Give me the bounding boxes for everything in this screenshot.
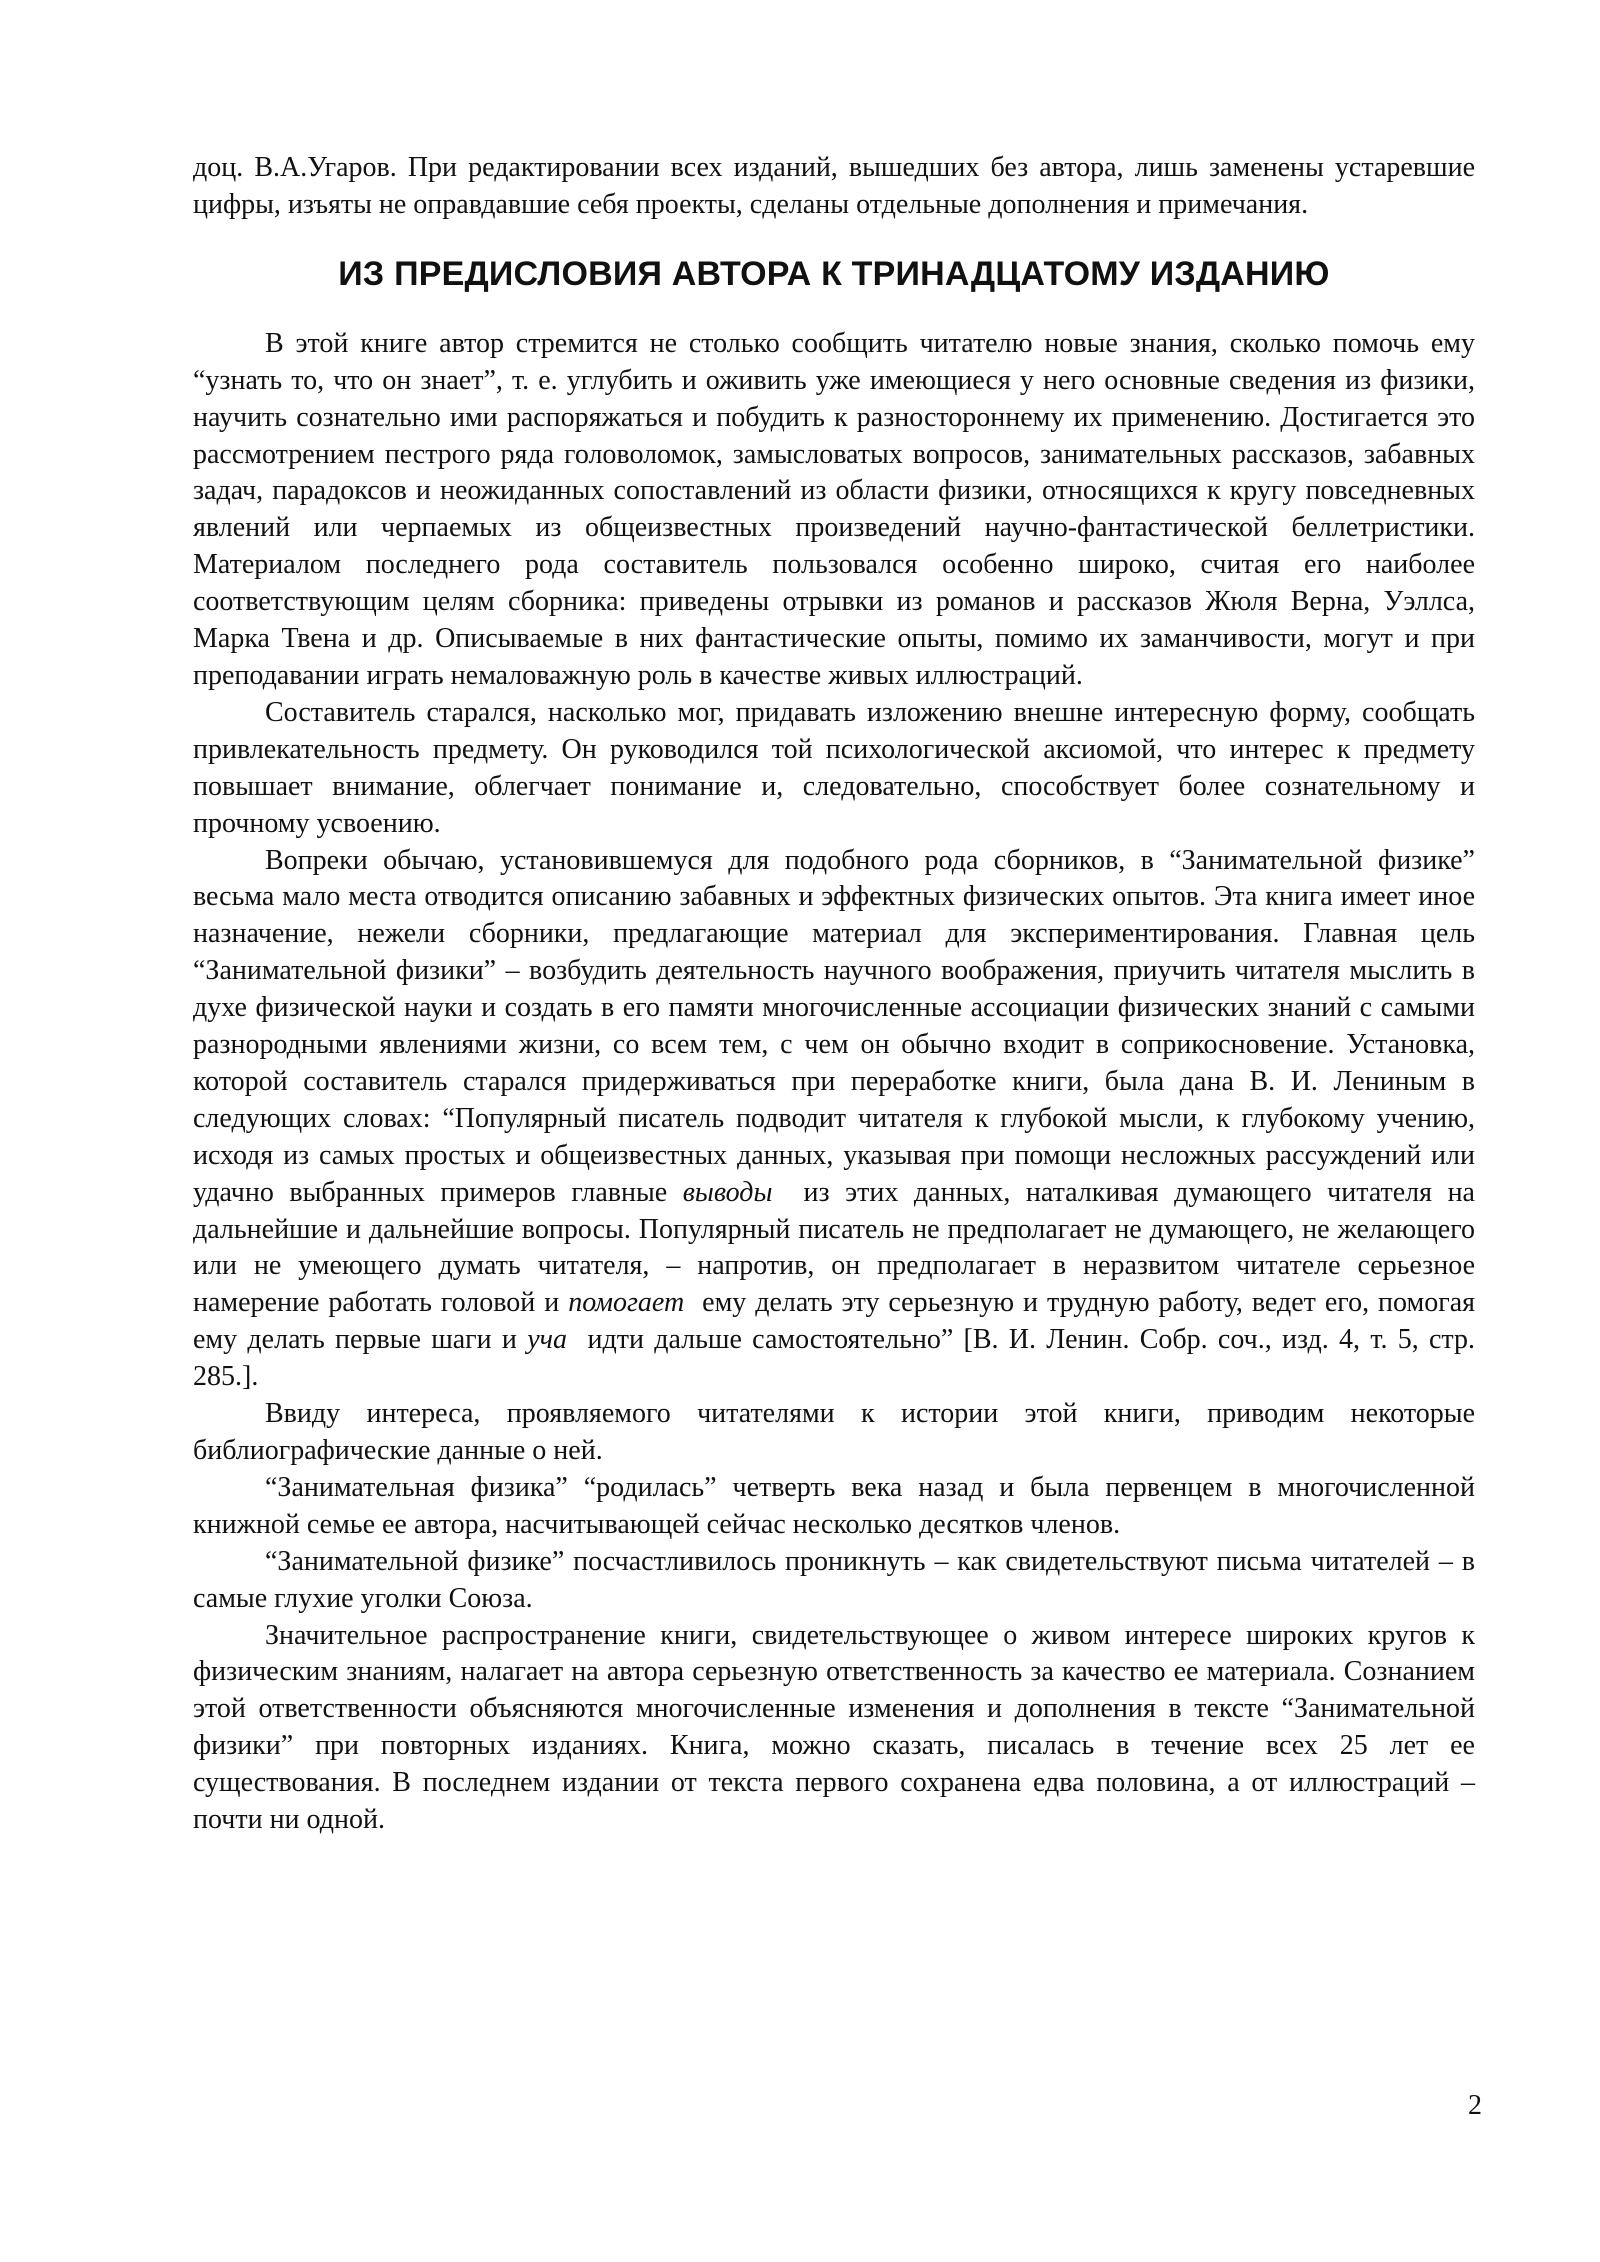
- lenin-text-part-2: из этих данных, наталкивая думающего читателя на дальнейшие и дальнейшие вопросы. Популярный писатель не предполагает не думающего, не желающего или не умеющего думать читателя, – напротив, он предполагает в неразвитом читателе серьезное намерение работать головой и: [193, 1176, 1482, 1319]
- lenin-text-part-3: ему делать эту серьезную и трудную работу, ведет его, помогая ему делать первые шаги и: [193, 1287, 1482, 1356]
- italic-vyvody: выводы: [682, 1176, 773, 1208]
- lenin-text-part-1: Вопреки обычаю, установившемуся для подобного рода сборников, в “Занимательной физике” весьма мало места отводится описанию забавных и эффектных физических опытов. Эта книга имеет иное назначение, нежели сборники, предлагающие материал для экспериментирования. Главная цель “Занимательной физики” – возбудить деятельность научного воображения, приучить читателя мыслить в духе физической науки и создать в его памяти многочисленные ассоциации физических знаний с самыми разнородными явлениями жизни, со всем тем, с чем он обычно входит в соприкосновение. Установка, которой составитель старался придерживаться при переработке книги, была дана В. И. Лениным в следующих словах: “Популярный писатель подводит читателя к глубокой мысли, к глубокому учению, исходя из самых простых и общеизвестных данных, указывая при помощи несложных рассуждений или удачно выбранных примеров главные: [193, 844, 1475, 1208]
- paragraph-form: Составитель старался, насколько мог, придавать изложению внешне интересную форму, сообщать привлекательность предмету. Он руководился той психологической аксиомой, что интерес к предмету повышает внимание, облегчает понимание и, следовательно, способствует более сознательному и прочному усвоению.: [193, 696, 1475, 839]
- section-heading: ИЗ ПРЕДИСЛОВИЯ АВТОРА К ТРИНАДЦАТОМУ ИЗДАНИЮ: [338, 254, 1330, 293]
- paragraph-responsibility: Значительное распространение книги, свидетельствующее о живом интересе широких кругов к физическим знаниям, налагает на автора серьезную ответственность за качество ее материала. Сознанием этой ответственности объясняются многочисленные изменения и дополнения в тексте “Занимательной физики” при повторных изданиях. Книга, можно сказать, писалась в течение всех 25 лет ее существования. В последнем издании от текста первого сохранена едва половина, а от иллюстраций – почти ни одной.: [193, 1619, 1475, 1836]
- italic-pomogaet: помогает: [568, 1287, 685, 1319]
- paragraph-purpose: В этой книге автор стремится не столько сообщить читателю новые знания, сколько помочь ему “узнать то, что он знает”, т. е. углубить и оживить уже имеющиеся у него основные сведения из физики, научить сознательно ими распоряжаться и побудить к разностороннему их применению. Достигается это рассмотрением пестрого ряда головоломок, замысловатых вопросов, занимательных рассказов, забавных задач, парадоксов и неожиданных сопоставлений из области физики, относящихся к кругу повседневных явлений или черпаемых из общеизвестных произведений научно-фантастической беллетристики. Материалом последнего рода составитель пользовался особенно широко, считая его наиболее соответствующим целям сборника: приведены отрывки из романов и рассказов Жюля Верна, Уэллса, Марка Твена и др. Описываемые в них фантастические опыты, помимо их заманчивости, могут и при преподавании играть немаловажную роль в качестве живых иллюстраций.: [193, 327, 1475, 691]
- paragraph-born: “Занимательная физика” “родилась” четверть века назад и была первенцем в многочисленной книжной семье ее автора, насчитывающей сейчас несколько десятков членов.: [193, 1471, 1475, 1540]
- paragraph-spread: “Занимательной физике” посчастливилось проникнуть – как свидетельствуют письма читателей – в самые глухие уголки Союза.: [193, 1545, 1475, 1614]
- lenin-text-part-4: идти дальше самостоятельно” [В. И. Ленин. Собр. соч., изд. 4, т. 5, стр. 285.].: [193, 1324, 1482, 1393]
- document-page: [193, 150, 1482, 1839]
- paragraph-interest: Ввиду интереса, проявляемого читателями к истории этой книги, приводим некоторые библиографические данные о ней.: [193, 1398, 1475, 1466]
- paragraph-lenin-quote: [193, 843, 1482, 1397]
- italic-ucha: уча: [527, 1324, 567, 1356]
- intro-paragraph: доц. В.А.Угаров. При редактировании всех изданий, вышедших без автора, лишь заменены устаревшие цифры, изъяты не оправдавшие себя проекты, сделаны отдельные дополнения и примечания.: [193, 152, 1475, 220]
- page-number: 2: [1468, 2090, 1482, 2121]
